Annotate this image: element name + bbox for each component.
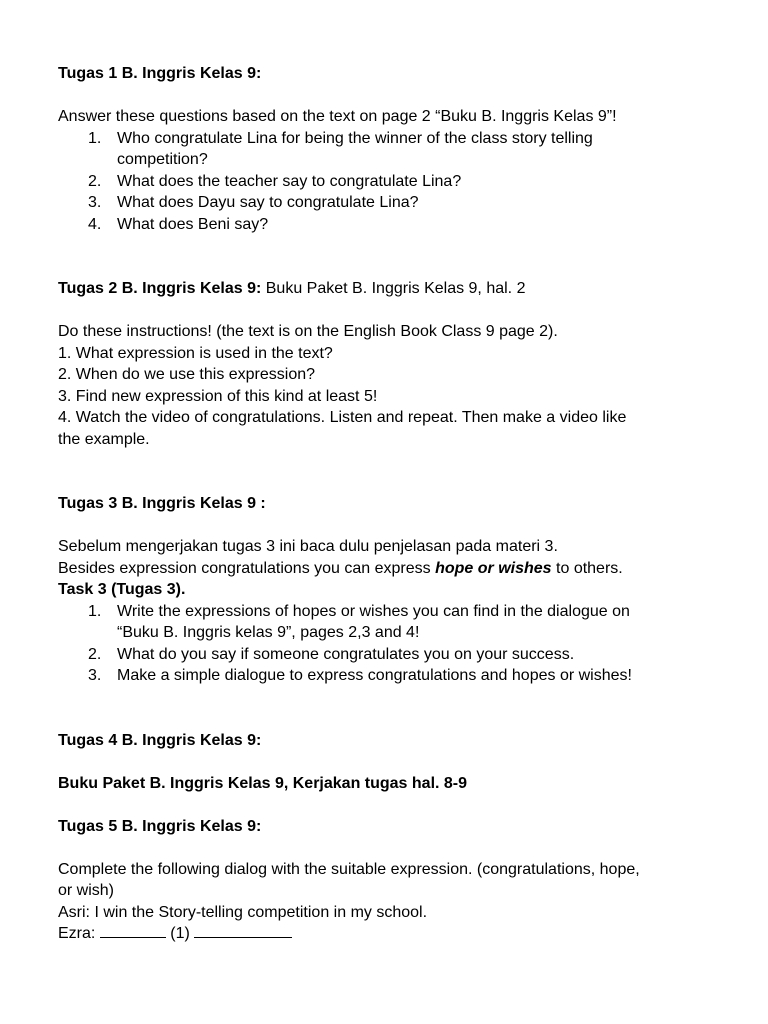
task-1-intro: Answer these questions based on the text on page 2 “Buku B. Inggris Kelas 9”! [58, 108, 617, 125]
task-1-question-list [58, 128, 728, 236]
list-item-number: 1. [88, 602, 102, 620]
task-2-heading-line [58, 278, 728, 300]
list-item-text-cont: competition? [117, 151, 208, 168]
task-2-line: 3. Find new expression of this kind at least 5! [58, 387, 378, 405]
list-item [58, 171, 728, 193]
list-item-text: What does Dayu say to congratulate Lina? [117, 194, 419, 211]
task-2-heading-rest: Buku Paket B. Inggris Kelas 9, hal. 2 [261, 280, 526, 297]
task-3-section [58, 493, 728, 687]
task-2-line: 1. What expression is used in the text? [58, 344, 333, 362]
task-2-line: 4. Watch the video of congratulations. Listen and repeat. Then make a video like [58, 409, 627, 426]
list-item-text: Who congratulate Lina for being the winner of the class story telling [117, 129, 593, 147]
list-item [58, 665, 728, 687]
list-item [58, 128, 728, 171]
task-2-heading: Tugas 2 B. Inggris Kelas 9: [58, 280, 262, 297]
task-1-heading: Tugas 1 B. Inggris Kelas 9: [58, 65, 262, 82]
list-item-text: What do you say if someone congratulates you on your success. [117, 645, 575, 663]
task-5-line-1: Complete the following dialog with the suitable expression. (congratulations, hope, [58, 860, 640, 878]
list-item-number: 4. [88, 215, 102, 233]
task-2-line: the example. [58, 430, 150, 448]
list-item [58, 644, 728, 666]
task-2-section [58, 278, 728, 450]
task-5-ezra-line [58, 923, 728, 945]
task-3-line-2-post: to others. [551, 559, 623, 577]
list-item [58, 192, 728, 214]
task-5-asri-line: Asri: I win the Story-telling competition in my school. [58, 903, 428, 921]
task-5-ezra-mid: (1) [165, 925, 195, 942]
list-item-number: 2. [88, 645, 102, 663]
list-item-text: What does the teacher say to congratulate Lina? [117, 172, 462, 190]
answer-blank [194, 923, 292, 938]
list-item-text: What does Beni say? [117, 215, 269, 233]
task-5-heading: Tugas 5 B. Inggris Kelas 9: [58, 817, 262, 835]
task-4-section [58, 730, 728, 795]
task-5-line-2: or wish) [58, 882, 115, 899]
task-3-heading: Tugas 3 B. Inggris Kelas 9 : [58, 495, 266, 512]
list-item-number: 2. [88, 172, 102, 190]
list-item [58, 214, 728, 236]
list-item-number: 3. [88, 667, 102, 684]
task-2-intro: Do these instructions! (the text is on the English Book Class 9 page 2). [58, 323, 558, 340]
task-3-question-list [58, 601, 728, 687]
list-item-text-cont: “Buku B. Inggris kelas 9”, pages 2,3 and 4! [117, 624, 420, 641]
task-4-line: Buku Paket B. Inggris Kelas 9, Kerjakan tugas hal. 8-9 [58, 774, 468, 792]
task-3-line-2-pre: Besides expression congratulations you can express [58, 559, 436, 577]
list-item-number: 3. [88, 194, 102, 211]
task-5-ezra-label: Ezra: [58, 925, 100, 942]
task-3-task-label: Task 3 (Tugas 3). [58, 581, 186, 598]
list-item-number: 1. [88, 129, 102, 147]
answer-blank [100, 923, 166, 938]
task-3-line-1: Sebelum mengerjakan tugas 3 ini baca dulu penjelasan pada materi 3. [58, 538, 558, 555]
list-item [58, 601, 728, 644]
task-2-line: 2. When do we use this expression? [58, 366, 316, 383]
list-item-text: Make a simple dialogue to express congratulations and hopes or wishes! [117, 667, 632, 684]
list-item-text: Write the expressions of hopes or wishes you can find in the dialogue on [117, 602, 630, 620]
task-3-emphasis: hope or wishes [435, 559, 552, 577]
task-1-section [58, 63, 728, 235]
task-4-heading: Tugas 4 B. Inggris Kelas 9: [58, 731, 262, 749]
task-5-section [58, 816, 728, 945]
task-3-line-2 [58, 558, 728, 580]
